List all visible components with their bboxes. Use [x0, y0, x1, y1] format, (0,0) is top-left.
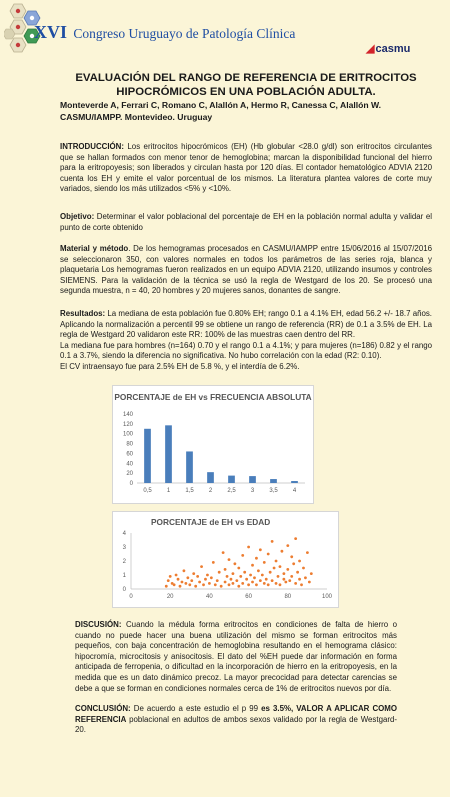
scatter-point-16	[196, 575, 199, 578]
introduction-text: Los eritrocitos hipocrómicos (EH) (Hb globular <28.0 g/dl) son eritrocitos circulantes que se hallan formados con menor tenor de hemoglobina; marcan la disponibilidad funcional del hierro para la eritropoyesis; son liberados y circulan hasta por 120 días. El contador hematológico ADVIA 2120 cuenta los EH y emite el valor porcentual de los mismos. La literatura plantea valores de corte muy variados, siendo los más utilizados <5% y <10%.	[60, 142, 432, 194]
scatter-point-50	[251, 581, 254, 584]
histogram-bar-3	[207, 472, 214, 483]
histogram-y-tick-4: 80	[126, 441, 133, 448]
scatter-point-10	[184, 582, 187, 585]
scatter-point-57	[259, 548, 262, 551]
objective-text: Determinar el valor poblacional del porcentaje de EH en la población normal adulta y validar el punto de corte obtenido	[60, 212, 432, 232]
poster-header	[0, 0, 450, 62]
scatter-point-43	[241, 554, 244, 557]
scatter-y-tick-2: 2	[122, 559, 126, 565]
histogram-bar-6	[270, 479, 277, 483]
histogram-y-tick-2: 40	[126, 461, 133, 468]
scatter-point-76	[284, 581, 287, 584]
scatter-point-2	[169, 575, 172, 578]
scatter-point-4	[173, 583, 176, 586]
scatter-point-90	[304, 576, 307, 579]
scatter-x-tick-4: 80	[284, 594, 292, 600]
congress-edition: XVI	[34, 22, 68, 42]
scatter-point-22	[208, 582, 211, 585]
scatter-point-29	[222, 551, 225, 554]
scatter-chart	[112, 511, 339, 608]
scatter-point-55	[257, 569, 260, 572]
scatter-point-93	[310, 572, 313, 575]
scatter-point-87	[298, 560, 301, 563]
scatter-point-51	[251, 564, 254, 567]
histogram-bar-2	[186, 451, 193, 483]
histogram-x-tick-4: 2,5	[227, 488, 236, 494]
histogram-y-tick-6: 120	[122, 421, 133, 428]
scatter-point-73	[281, 550, 284, 553]
scatter-point-52	[253, 576, 256, 579]
scatter-point-42	[239, 575, 242, 578]
casmu-mark-icon: ◢	[366, 43, 375, 55]
scatter-point-9	[183, 569, 186, 572]
discussion-paragraph	[75, 620, 397, 694]
scatter-point-13	[190, 579, 193, 582]
scatter-point-44	[241, 582, 244, 585]
scatter-point-91	[306, 551, 309, 554]
sponsor-name: casmu	[375, 43, 411, 55]
scatter-plot	[113, 512, 338, 607]
scatter-point-24	[212, 561, 215, 564]
scatter-y-tick-1: 1	[122, 573, 126, 579]
histogram-y-tick-1: 20	[126, 471, 133, 478]
scatter-point-60	[263, 561, 266, 564]
histogram-chart	[112, 385, 314, 504]
scatter-point-19	[202, 583, 205, 586]
scatter-point-82	[292, 562, 295, 565]
scatter-point-88	[300, 583, 303, 586]
scatter-point-33	[228, 583, 231, 586]
scatter-point-46	[245, 578, 248, 581]
scatter-point-26	[216, 579, 219, 582]
discussion-section	[75, 620, 397, 746]
results-section	[60, 309, 432, 373]
results-paragraph-3: El CV intraensayo fue para 2.5% EH de 5.8 %, y el interdía de 6.2%.	[60, 361, 300, 371]
histogram-x-tick-1: 1	[166, 488, 171, 494]
conclusion-paragraph	[75, 704, 397, 736]
methods-label: Material y método	[60, 244, 129, 253]
histogram-bar-7	[291, 481, 298, 483]
scatter-point-70	[277, 575, 280, 578]
scatter-point-35	[230, 578, 233, 581]
scatter-point-56	[259, 579, 262, 582]
scatter-point-7	[179, 585, 182, 588]
objective-section	[60, 212, 432, 233]
scatter-point-0	[165, 585, 168, 588]
scatter-point-37	[232, 582, 235, 585]
histogram-plot	[113, 386, 313, 503]
conclusion-text-2: poblacional en adultos de ambos sexos validado por la regla de Westgard-20.	[75, 714, 397, 735]
scatter-point-71	[279, 565, 282, 568]
scatter-y-tick-4: 4	[122, 531, 126, 537]
scatter-point-31	[224, 568, 227, 571]
histogram-bar-1	[165, 425, 172, 483]
scatter-point-58	[261, 574, 264, 577]
scatter-point-27	[218, 571, 221, 574]
scatter-point-64	[269, 571, 272, 574]
scatter-point-84	[294, 537, 297, 540]
scatter-point-21	[206, 574, 209, 577]
scatter-point-66	[271, 540, 274, 543]
scatter-point-72	[279, 583, 282, 586]
histogram-x-tick-7: 4	[292, 488, 297, 494]
results-label: Resultados:	[60, 309, 106, 318]
scatter-y-tick-0: 0	[122, 587, 126, 593]
scatter-point-53	[255, 557, 258, 560]
scatter-point-5	[175, 574, 178, 577]
scatter-point-38	[233, 562, 236, 565]
scatter-point-18	[200, 565, 203, 568]
scatter-point-68	[275, 582, 278, 585]
scatter-point-79	[288, 579, 291, 582]
conclusion-text-1: De acuerdo a este estudio el p 99	[130, 704, 262, 714]
scatter-point-67	[273, 567, 276, 570]
scatter-point-17	[198, 581, 201, 584]
scatter-point-45	[243, 571, 246, 574]
scatter-point-83	[294, 582, 297, 585]
scatter-point-20	[204, 578, 207, 581]
scatter-point-8	[181, 581, 184, 584]
conclusion-emphasis: es 3.5%, VALOR A APLICAR COMO REFERENCIA	[75, 704, 397, 724]
histogram-bar-5	[249, 476, 256, 483]
histogram-y-tick-5: 100	[122, 431, 133, 438]
scatter-x-tick-2: 40	[206, 594, 213, 600]
scatter-point-86	[298, 578, 301, 581]
discussion-label: DISCUSIÓN:	[75, 620, 122, 629]
scatter-point-15	[194, 585, 197, 588]
histogram-y-tick-3: 60	[126, 451, 133, 458]
scatter-point-63	[267, 583, 270, 586]
scatter-point-54	[255, 583, 258, 586]
scatter-point-49	[249, 574, 252, 577]
histogram-y-tick-0: 0	[129, 481, 133, 487]
scatter-point-12	[188, 583, 191, 586]
scatter-point-48	[247, 546, 250, 549]
scatter-point-11	[186, 576, 189, 579]
scatter-point-78	[286, 568, 289, 571]
scatter-point-6	[177, 578, 180, 581]
histogram-bar-0	[144, 429, 151, 483]
objective-label: Objetivo:	[60, 212, 95, 221]
sponsor-logo	[366, 42, 410, 55]
scatter-point-80	[290, 555, 293, 558]
scatter-point-39	[235, 579, 238, 582]
scatter-point-25	[214, 583, 217, 586]
scatter-point-92	[308, 581, 311, 584]
scatter-point-62	[267, 553, 270, 556]
scatter-point-47	[247, 583, 250, 586]
scatter-point-40	[237, 585, 240, 588]
histogram-x-tick-6: 3,5	[269, 488, 278, 494]
conclusion-label: CONCLUSIÓN:	[75, 704, 131, 714]
scatter-x-tick-3: 60	[245, 594, 252, 600]
scatter-point-14	[192, 572, 195, 575]
histogram-y-tick-7: 140	[122, 412, 133, 418]
introduction-label: INTRODUCCIÓN:	[60, 142, 124, 151]
scatter-point-41	[237, 567, 240, 570]
scatter-point-32	[226, 575, 229, 578]
scatter-title: PORCENTAJE de EH vs EDAD	[151, 517, 271, 527]
scatter-point-89	[302, 567, 305, 570]
scatter-point-61	[265, 578, 268, 581]
scatter-point-77	[286, 544, 289, 547]
scatter-point-36	[232, 572, 235, 575]
congress-name: Congreso Uruguayo de Patología Clínica	[73, 26, 296, 41]
scatter-point-30	[224, 581, 227, 584]
results-text-1: La mediana de esta población fue 0.80% EH; rango 0.1 a 4.1% EH, edad 56.2 +/- 18.7 años. Aplicando la normalización a percentil 99 se obtiene un rango de referencia (RR) de 0.1 a 3.5% de EH. La regla de Westgard 20 validaron este RR: 100% de las muestras caen dentro del RR.	[60, 309, 432, 340]
histogram-x-tick-5: 3	[250, 488, 255, 494]
authors-line: Monteverde A, Ferrari C, Romano C, Alallón A, Hermo R, Canessa C, Alallón W. CASMU/IAMPP. Montevideo. Uruguay	[60, 100, 382, 122]
histogram-title: PORCENTAJE de EH vs FRECUENCIA ABSOLUTA	[114, 392, 312, 402]
scatter-point-81	[290, 575, 293, 578]
scatter-point-65	[271, 579, 274, 582]
scatter-point-34	[228, 558, 231, 561]
scatter-point-59	[263, 582, 266, 585]
results-paragraph-1	[60, 309, 432, 341]
histogram-x-tick-0: 0,5	[143, 488, 152, 494]
scatter-y-tick-3: 3	[122, 545, 126, 551]
scatter-point-69	[275, 560, 278, 563]
scatter-point-85	[296, 571, 299, 574]
histogram-x-tick-2: 1,5	[185, 488, 194, 494]
methods-text: . De los hemogramas procesados en CASMU/IAMPP entre 15/06/2016 al 15/07/2016 se seleccionaron 350, con valores normales en todos los parámetros de las series roja, blanca y plaquetaria Los hemogramas fueron realizados en un equipo ADVIA 2120, utilizando insumos y controles SIEMENS. Para la validación de la técnica se usó la regla de Westgard de los 20. Se procesó una segunda muestra, n = 40, 20 hombres y 20 mujeres sanos, donantes de sangre.	[60, 244, 432, 296]
poster-title: EVALUACIÓN DEL RANGO DE REFERENCIA DE ERITROCITOS HIPOCRÓMICOS EN UNA POBLACIÓN ADULTA.	[75, 72, 417, 98]
histogram-x-tick-3: 2	[208, 488, 213, 494]
scatter-point-75	[282, 572, 285, 575]
scatter-point-28	[220, 585, 223, 588]
scatter-point-74	[282, 578, 285, 581]
scatter-point-1	[167, 579, 170, 582]
scatter-point-23	[210, 576, 213, 579]
histogram-bar-4	[228, 476, 235, 483]
results-paragraph-2: La mediana fue para hombres (n=164) 0.70 y el rango 0.1 a 4.1%; y para mujeres (n=186) 0.82 y el rango 0.1 a 3.7%, siendo la diferencia no significativa. No hubo correlación con la edad (R2: 0.10).	[60, 340, 432, 361]
introduction-section	[60, 142, 432, 195]
congress-title	[34, 22, 295, 43]
methods-section	[60, 244, 432, 297]
discussion-text: Cuando la médula forma eritrocitos en condiciones de falta de hierro o cuando no puede hacer una buena utilización del mismo se forman eritrocitos más pequeños, con baja concentración de hemoglobina resultando en el hemograma clásico: hipocromía, microcitosis y anisocitosis. El dato del %EH puede dar información en forma anticipada de ferropenia, o dificultad en la incorporación de hierro en la eritropoyesis, en la medida que es un dato dinámico precoz. La mayor precocidad para detectar carencias se debe a que se forman en condiciones normales cerca de 1% de eritrocitos nuevos por día.	[75, 620, 397, 693]
scatter-x-tick-5: 100	[321, 594, 333, 600]
scatter-x-tick-0: 0	[129, 594, 133, 600]
scatter-x-tick-1: 20	[166, 594, 174, 600]
